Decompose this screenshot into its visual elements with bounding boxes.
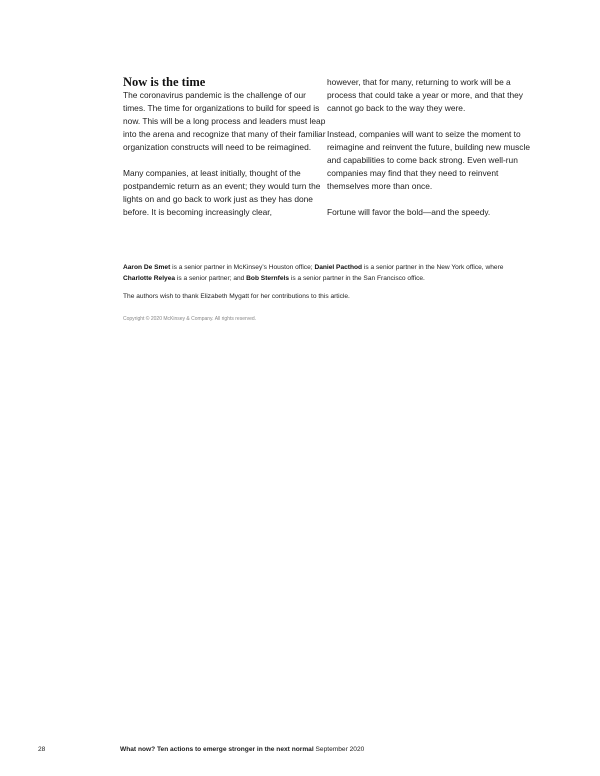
paragraph: Many companies, at least initially, thought of the postpandemic return as an event; they would turn the lights on and go back to work just as they has done before. It is becoming increasingly clear, <box>123 168 321 217</box>
paragraph: The coronavirus pandemic is the challenge of our times. The time for organizations to build for speed is now. This will be a long process and leaders must leap into the arena and recognize that many of their familiar organization constructs will need to be reimagined. <box>123 90 326 152</box>
publication-title <box>120 746 364 753</box>
paragraph: Instead, companies will want to seize the moment to reimagine and reinvent the future, building new muscle and capabilities to come back strong. Even well-run companies may find that they need to reinvent themselves more than once. <box>327 129 530 191</box>
section-heading: Now is the time <box>123 75 206 89</box>
author-role: is a senior partner; and <box>175 274 247 282</box>
paragraph: however, that for many, returning to work will be a process that could take a year or more, and that they cannot go back to the way they were. <box>327 77 523 113</box>
author-role: is a senior partner in the New York office, where <box>362 264 504 271</box>
acknowledgement: The authors wish to thank Elizabeth Mygatt for her contributions to this article. <box>123 293 350 300</box>
author-name: Aaron De Smet <box>123 264 171 271</box>
author-name: Bob Sternfels <box>246 274 290 282</box>
author-role: is a senior partner in McKinsey’s Houston office; <box>170 264 315 271</box>
copyright-notice: Copyright © 2020 McKinsey & Company. All rights reserved. <box>123 316 257 322</box>
author-role: is a senior partner in the San Francisco office. <box>289 274 425 282</box>
author-bios <box>123 263 533 284</box>
author-name: Daniel Pacthod <box>314 264 363 271</box>
left-column <box>123 89 328 232</box>
publication-name: What now? Ten actions to emerge stronger in the next normal <box>120 746 314 753</box>
right-column <box>327 76 532 232</box>
paragraph: Fortune will favor the bold—and the speedy. <box>327 207 491 217</box>
page-number: 28 <box>38 746 46 753</box>
author-name: Charlotte Relyea <box>123 274 176 282</box>
publication-date: September 2020 <box>313 746 365 753</box>
